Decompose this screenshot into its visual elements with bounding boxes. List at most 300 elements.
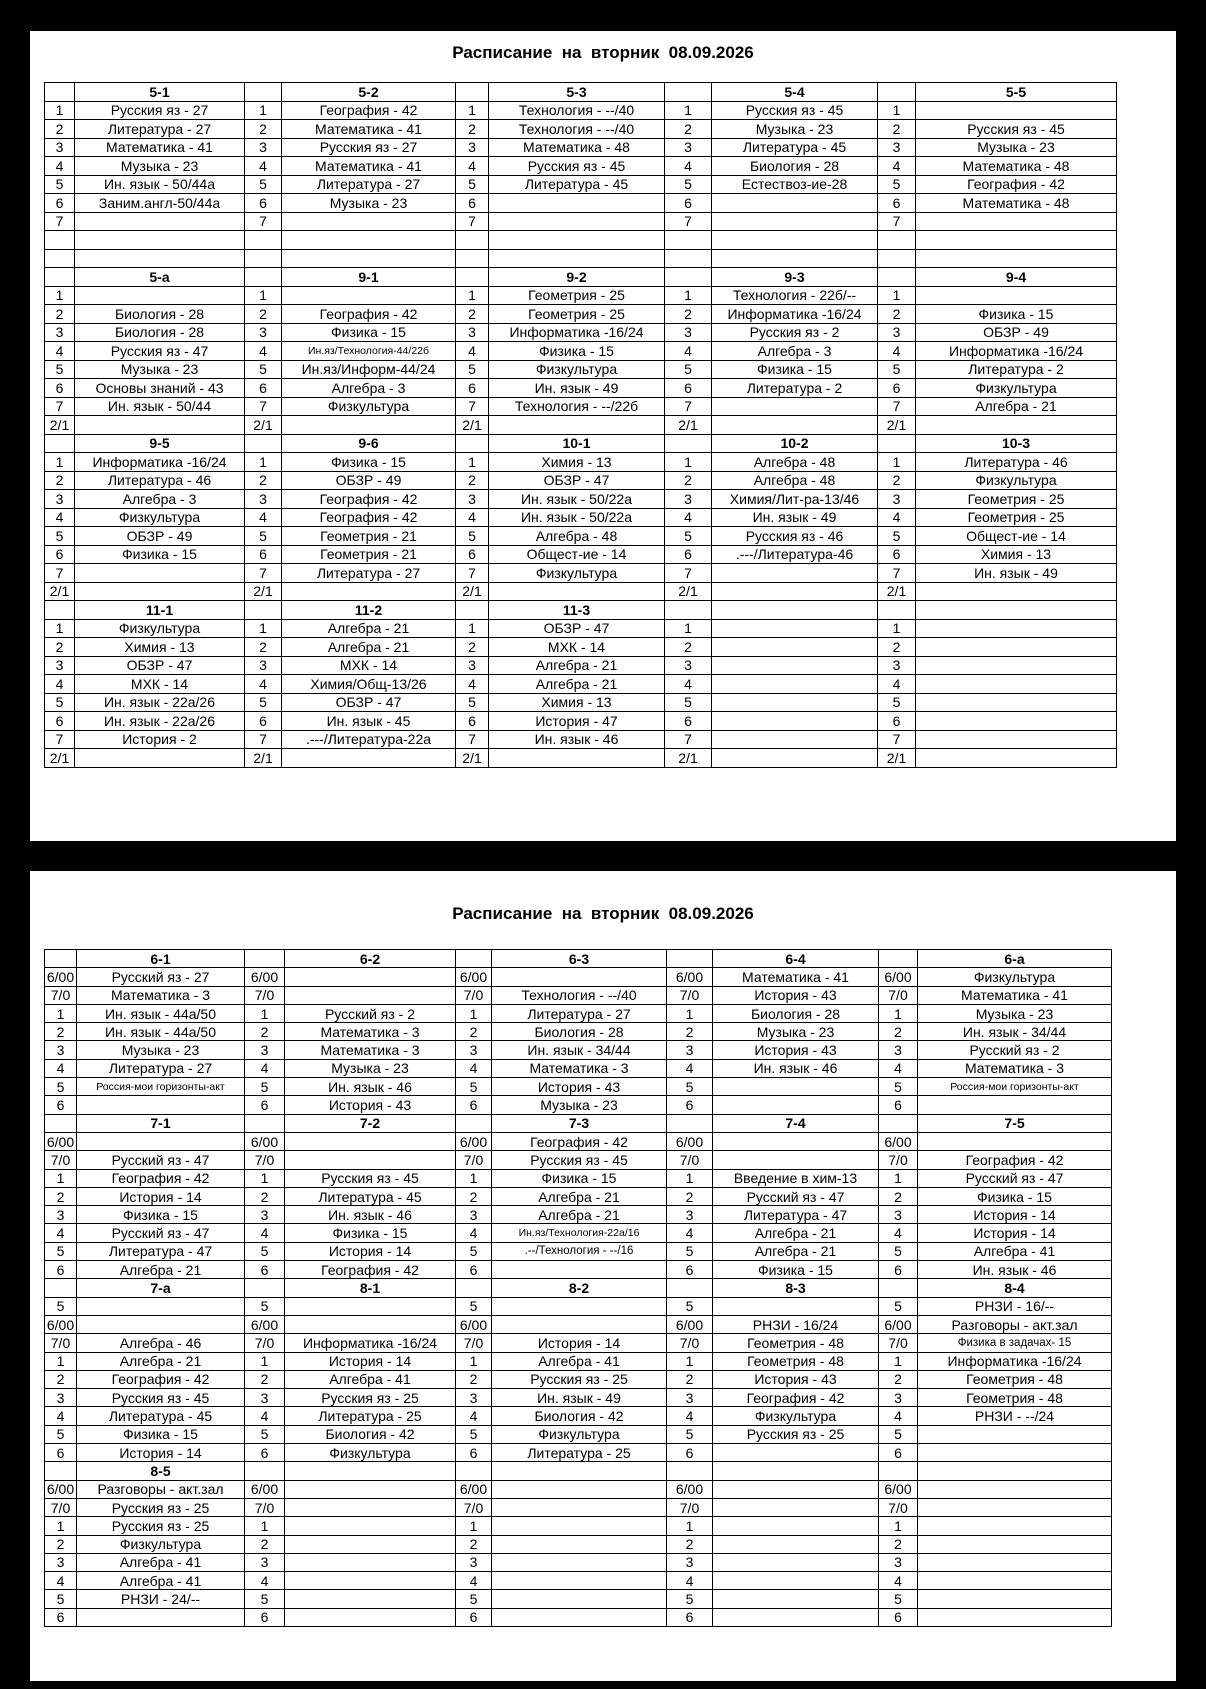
lesson-row [45, 1059, 1112, 1077]
lesson-number-cell: 4 [245, 675, 282, 694]
lesson-row [45, 323, 1117, 342]
lesson-row [45, 1480, 1112, 1498]
lesson-subject-cell [712, 638, 878, 657]
lesson-number-cell: 4 [667, 1572, 713, 1590]
lesson-number-cell: 2/1 [878, 416, 916, 435]
lesson-number-cell: 5 [667, 1078, 713, 1096]
lesson-number-cell: 6 [245, 379, 282, 398]
lesson-subject-cell: Геометрия - 48 [713, 1334, 879, 1352]
lesson-number-cell: 6 [879, 1608, 918, 1626]
lesson-subject-cell [75, 231, 245, 250]
lesson-number-cell: 6/00 [245, 1132, 285, 1150]
lesson-subject-cell: Алгебра - 46 [77, 1334, 245, 1352]
lesson-subject-cell: Химия - 13 [916, 545, 1117, 564]
lesson-subject-cell: География - 42 [713, 1389, 879, 1407]
lesson-number-cell: 5 [879, 1590, 918, 1608]
lesson-subject-cell: Биология - 28 [75, 305, 245, 324]
lesson-number-cell: 3 [456, 1206, 492, 1224]
lesson-number-cell: 2 [456, 1187, 492, 1205]
lesson-number-cell: 5 [456, 527, 489, 546]
lesson-number-cell: 5 [667, 1297, 713, 1315]
header-spacer-cell [45, 83, 75, 102]
lesson-subject-cell [916, 249, 1117, 268]
lesson-subject-cell: География - 42 [492, 1132, 667, 1150]
lesson-number-cell: 5 [878, 527, 916, 546]
lesson-number-cell: 6 [878, 712, 916, 731]
lesson-row [45, 582, 1117, 601]
lesson-subject-cell: Физика - 15 [77, 1206, 245, 1224]
header-spacer-cell [878, 434, 916, 453]
lesson-subject-cell: Геометрия - 25 [489, 305, 665, 324]
lesson-row [45, 1169, 1112, 1187]
header-spacer-cell [665, 601, 712, 620]
lesson-number-cell: 3 [665, 656, 712, 675]
lesson-subject-cell: Литература - 25 [492, 1444, 667, 1462]
lesson-number-cell: 3 [667, 1206, 713, 1224]
lesson-subject-cell: История - 43 [713, 1370, 879, 1388]
lesson-subject-cell: География - 42 [282, 101, 456, 120]
lesson-number-cell: 3 [456, 1553, 492, 1571]
lesson-row [45, 1407, 1112, 1425]
class-name-header: 8-4 [918, 1279, 1112, 1297]
lesson-subject-cell: Алгебра - 21 [492, 1206, 667, 1224]
lesson-subject-cell [918, 1590, 1112, 1608]
lesson-subject-cell: Математика - 41 [713, 968, 879, 986]
lesson-number-cell: 2/1 [45, 416, 75, 435]
lesson-subject-cell [75, 749, 245, 768]
lesson-subject-cell: Основы знаний - 43 [75, 379, 245, 398]
lesson-subject-cell [75, 416, 245, 435]
class-header-row [45, 601, 1117, 620]
lesson-number-cell: 2 [456, 638, 489, 657]
lesson-number-cell: 6/00 [45, 1480, 77, 1498]
lesson-number-cell: 1 [878, 101, 916, 120]
lesson-number-cell: 3 [456, 490, 489, 509]
lesson-number-cell: 6 [665, 379, 712, 398]
lesson-row [45, 490, 1117, 509]
schedule-table [44, 949, 1112, 1627]
header-spacer-cell [456, 1462, 492, 1480]
lesson-subject-cell [282, 582, 456, 601]
lesson-subject-cell: Литература - 27 [282, 175, 456, 194]
lesson-number-cell: 6 [245, 1608, 285, 1626]
lesson-subject-cell: РНЗИ - 24/-- [77, 1590, 245, 1608]
lesson-number-cell: 1 [45, 1004, 77, 1022]
lesson-subject-cell [75, 564, 245, 583]
lesson-number-cell: 5 [456, 1078, 492, 1096]
lesson-number-cell: 5 [45, 175, 75, 194]
lesson-subject-cell [285, 1315, 456, 1333]
lesson-subject-cell: Биология - 42 [285, 1425, 456, 1443]
lesson-subject-cell: Алгебра - 3 [282, 379, 456, 398]
lesson-number-cell [456, 231, 489, 250]
lesson-row [45, 1553, 1112, 1571]
header-spacer-cell [456, 268, 489, 287]
lesson-subject-cell: Биология - 28 [75, 323, 245, 342]
lesson-subject-cell: Математика - 41 [282, 157, 456, 176]
lesson-number-cell: 4 [456, 508, 489, 527]
lesson-number-cell: 5 [665, 693, 712, 712]
lesson-subject-cell: Геометрия - 48 [713, 1352, 879, 1370]
lesson-number-cell: 5 [456, 175, 489, 194]
lesson-subject-cell: Технология - --/40 [492, 986, 667, 1004]
lesson-subject-cell: География - 42 [282, 508, 456, 527]
lesson-subject-cell [713, 1608, 879, 1626]
lesson-number-cell [665, 231, 712, 250]
lesson-subject-cell: Русский яз - 47 [77, 1151, 245, 1169]
class-header-row [45, 1462, 1112, 1480]
lesson-subject-cell: Информатика -16/24 [285, 1334, 456, 1352]
lesson-subject-cell: Химия - 13 [489, 693, 665, 712]
class-name-header: 6-а [918, 950, 1112, 968]
lesson-subject-cell [918, 1608, 1112, 1626]
lesson-subject-cell [285, 1535, 456, 1553]
lesson-subject-cell: Ин. язык - 49 [489, 379, 665, 398]
lesson-number-cell: 6 [665, 194, 712, 213]
lesson-subject-cell: МХК - 14 [282, 656, 456, 675]
lesson-row [45, 730, 1117, 749]
lesson-number-cell: 5 [245, 360, 282, 379]
lesson-number-cell: 3 [667, 1041, 713, 1059]
lesson-subject-cell [489, 249, 665, 268]
lesson-number-cell: 1 [245, 1352, 285, 1370]
lesson-number-cell: 5 [456, 1242, 492, 1260]
lesson-number-cell: 7/0 [879, 1498, 918, 1516]
lesson-subject-cell: Ин.яз/Технология-22а/16 [492, 1224, 667, 1242]
lesson-subject-cell: .--/Технология - --/16 [492, 1242, 667, 1260]
lesson-subject-cell: Ин. язык - 49 [492, 1389, 667, 1407]
lesson-row [45, 1315, 1112, 1333]
lesson-number-cell: 1 [456, 1004, 492, 1022]
lesson-number-cell: 7/0 [456, 1498, 492, 1516]
header-spacer-cell [245, 601, 282, 620]
lesson-number-cell: 5 [245, 175, 282, 194]
lesson-number-cell: 6 [456, 194, 489, 213]
lesson-subject-cell: Математика - 48 [916, 157, 1117, 176]
lesson-subject-cell: Естествоз-ие-28 [712, 175, 878, 194]
lesson-number-cell: 4 [456, 1224, 492, 1242]
lesson-number-cell: 5 [245, 1297, 285, 1315]
lesson-number-cell: 6 [245, 712, 282, 731]
schedule-title: Расписание на вторник 08.09.2026 [452, 904, 754, 923]
lesson-row [45, 1224, 1112, 1242]
lesson-subject-cell: История - 14 [492, 1334, 667, 1352]
lesson-subject-cell [75, 286, 245, 305]
lesson-subject-cell [712, 397, 878, 416]
lesson-subject-cell [492, 1553, 667, 1571]
class-name-header: 6-1 [77, 950, 245, 968]
lesson-number-cell: 7/0 [245, 1151, 285, 1169]
lesson-subject-cell: Русский яз - 47 [713, 1187, 879, 1205]
lesson-number-cell: 2 [245, 638, 282, 657]
lesson-subject-cell: История - 14 [77, 1187, 245, 1205]
lesson-number-cell: 4 [245, 1224, 285, 1242]
lesson-number-cell: 3 [45, 1041, 77, 1059]
class-name-header: 11-1 [75, 601, 245, 620]
lesson-number-cell: 6/00 [879, 1315, 918, 1333]
lesson-subject-cell: Литература - 27 [75, 120, 245, 139]
lesson-subject-cell: Математика - 41 [75, 138, 245, 157]
lesson-number-cell: 5 [879, 1297, 918, 1315]
lesson-number-cell: 2 [245, 1535, 285, 1553]
class-header-row [45, 83, 1117, 102]
lesson-subject-cell: Математика - 48 [916, 194, 1117, 213]
lesson-subject-cell: Алгебра - 21 [282, 619, 456, 638]
lesson-number-cell: 3 [456, 1041, 492, 1059]
lesson-subject-cell: ОБЗР - 47 [282, 693, 456, 712]
lesson-number-cell: 6/00 [879, 968, 918, 986]
lesson-subject-cell [712, 656, 878, 675]
lesson-subject-cell: Химия - 13 [75, 638, 245, 657]
lesson-number-cell: 3 [245, 1553, 285, 1571]
lesson-number-cell: 4 [665, 157, 712, 176]
lesson-number-cell: 4 [879, 1407, 918, 1425]
lesson-number-cell: 5 [45, 1297, 77, 1315]
lesson-number-cell: 7/0 [45, 1334, 77, 1352]
lesson-subject-cell: Геометрия - 48 [918, 1370, 1112, 1388]
lesson-number-cell: 6 [665, 545, 712, 564]
lesson-number-cell: 4 [45, 1407, 77, 1425]
lesson-number-cell [878, 249, 916, 268]
lesson-subject-cell: Музыка - 23 [918, 1004, 1112, 1022]
class-name-header: 11-3 [489, 601, 665, 620]
lesson-subject-cell: Алгебра - 3 [712, 342, 878, 361]
lesson-number-cell: 1 [45, 1352, 77, 1370]
lesson-number-cell: 7/0 [667, 1151, 713, 1169]
lesson-number-cell: 3 [665, 323, 712, 342]
lesson-number-cell: 2 [665, 471, 712, 490]
lesson-number-cell: 1 [456, 619, 489, 638]
lesson-number-cell: 6/00 [667, 1315, 713, 1333]
lesson-subject-cell [916, 286, 1117, 305]
lesson-number-cell: 6/00 [879, 1480, 918, 1498]
header-spacer-cell [667, 950, 713, 968]
lesson-row [45, 305, 1117, 324]
lesson-number-cell: 7/0 [879, 1151, 918, 1169]
lesson-subject-cell: Русския яз - 25 [713, 1425, 879, 1443]
lesson-number-cell: 5 [667, 1590, 713, 1608]
lesson-number-cell: 2 [245, 120, 282, 139]
lesson-row [45, 527, 1117, 546]
lesson-row [45, 508, 1117, 527]
header-spacer-cell [456, 1114, 492, 1132]
lesson-number-cell: 3 [45, 1206, 77, 1224]
lesson-number-cell: 1 [667, 1169, 713, 1187]
lesson-row [45, 1389, 1112, 1407]
lesson-number-cell: 5 [245, 1078, 285, 1096]
header-spacer-cell [45, 1462, 77, 1480]
lesson-number-cell: 4 [456, 675, 489, 694]
lesson-subject-cell: Технология - 22б/-- [712, 286, 878, 305]
class-name-header: 6-3 [492, 950, 667, 968]
lesson-subject-cell: История - 43 [492, 1078, 667, 1096]
lesson-subject-cell [916, 675, 1117, 694]
lesson-number-cell: 7 [878, 730, 916, 749]
lesson-number-cell [878, 231, 916, 250]
lesson-subject-cell: Ин. язык - 34/44 [918, 1023, 1112, 1041]
lesson-row [45, 986, 1112, 1004]
class-name-header [918, 1462, 1112, 1480]
lesson-subject-cell [285, 1590, 456, 1608]
lesson-subject-cell: Алгебра - 48 [712, 471, 878, 490]
lesson-number-cell: 6 [245, 545, 282, 564]
lesson-number-cell: 4 [456, 1059, 492, 1077]
schedule-sheet-2 [30, 871, 1176, 1681]
lesson-subject-cell: Алгебра - 21 [916, 397, 1117, 416]
lesson-subject-cell: РНЗИ - --/24 [918, 1407, 1112, 1425]
lesson-number-cell: 5 [45, 527, 75, 546]
lesson-subject-cell: Физика в задачах- 15 [918, 1334, 1112, 1352]
lesson-number-cell: 2/1 [456, 416, 489, 435]
lesson-number-cell: 4 [878, 508, 916, 527]
lesson-subject-cell [282, 416, 456, 435]
lesson-number-cell: 2 [667, 1370, 713, 1388]
lesson-number-cell: 3 [456, 138, 489, 157]
class-name-header: 9-2 [489, 268, 665, 287]
lesson-number-cell: 3 [456, 1389, 492, 1407]
lesson-number-cell: 5 [879, 1078, 918, 1096]
lesson-subject-cell [918, 1444, 1112, 1462]
lesson-subject-cell: Математика - 3 [492, 1059, 667, 1077]
header-spacer-cell [456, 950, 492, 968]
lesson-row [45, 1041, 1112, 1059]
lesson-number-cell: 7/0 [456, 986, 492, 1004]
lesson-number-cell: 5 [456, 693, 489, 712]
lesson-subject-cell [282, 286, 456, 305]
class-name-header [492, 1462, 667, 1480]
lesson-subject-cell [712, 194, 878, 213]
lesson-subject-cell [285, 1151, 456, 1169]
lesson-subject-cell: Физкультура [75, 508, 245, 527]
class-name-header: 11-2 [282, 601, 456, 620]
lesson-subject-cell: Ин. язык - 22а/26 [75, 693, 245, 712]
lesson-subject-cell: Физкультура [282, 397, 456, 416]
lesson-subject-cell: Разговоры - акт.зал [918, 1315, 1112, 1333]
class-name-header: 9-3 [712, 268, 878, 287]
lesson-subject-cell: География - 42 [918, 1151, 1112, 1169]
class-name-header: 8-2 [492, 1279, 667, 1297]
lesson-number-cell: 4 [879, 1224, 918, 1242]
lesson-subject-cell: Музыка - 23 [916, 138, 1117, 157]
lesson-number-cell: 6 [45, 1261, 77, 1279]
lesson-row [45, 1151, 1112, 1169]
lesson-number-cell: 1 [879, 1517, 918, 1535]
lesson-number-cell: 2 [667, 1023, 713, 1041]
lesson-row [45, 1023, 1112, 1041]
lesson-number-cell: 2 [878, 638, 916, 657]
lesson-number-cell: 6 [456, 1444, 492, 1462]
lesson-subject-cell: Информатика -16/24 [712, 305, 878, 324]
lesson-number-cell: 7 [878, 564, 916, 583]
lesson-row [45, 1242, 1112, 1260]
lesson-number-cell: 7 [665, 564, 712, 583]
lesson-number-cell: 3 [245, 1389, 285, 1407]
lesson-subject-cell [282, 231, 456, 250]
class-name-header: 8-3 [713, 1279, 879, 1297]
lesson-number-cell: 4 [665, 342, 712, 361]
lesson-subject-cell [285, 1572, 456, 1590]
lesson-subject-cell: Литература - 27 [282, 564, 456, 583]
lesson-number-cell: 7 [245, 397, 282, 416]
lesson-subject-cell: Литература - 45 [77, 1407, 245, 1425]
lesson-number-cell: 7 [45, 212, 75, 231]
lesson-subject-cell [489, 212, 665, 231]
lesson-subject-cell: Физкультура [285, 1444, 456, 1462]
header-spacer-cell [667, 1114, 713, 1132]
lesson-subject-cell [713, 1078, 879, 1096]
lesson-subject-cell: История - 14 [285, 1242, 456, 1260]
lesson-number-cell: 6 [879, 1096, 918, 1114]
class-name-header: 5-2 [282, 83, 456, 102]
lesson-subject-cell: Музыка - 23 [712, 120, 878, 139]
lesson-number-cell: 1 [45, 619, 75, 638]
lesson-subject-cell: Алгебра - 21 [282, 638, 456, 657]
lesson-number-cell: 5 [878, 175, 916, 194]
lesson-row [45, 1517, 1112, 1535]
lesson-number-cell: 4 [878, 157, 916, 176]
lesson-subject-cell [712, 231, 878, 250]
lesson-number-cell: 2/1 [245, 582, 282, 601]
lesson-subject-cell: Русский яз - 47 [918, 1169, 1112, 1187]
lesson-subject-cell: Литература - 45 [712, 138, 878, 157]
lesson-number-cell: 6/00 [456, 1132, 492, 1150]
lesson-number-cell: 7 [878, 212, 916, 231]
lesson-subject-cell: Информатика -16/24 [918, 1352, 1112, 1370]
lesson-number-cell: 4 [665, 675, 712, 694]
class-name-header: 6-2 [285, 950, 456, 968]
lesson-subject-cell: Ин. язык - 46 [489, 730, 665, 749]
lesson-subject-cell [712, 730, 878, 749]
lesson-number-cell: 2 [879, 1535, 918, 1553]
lesson-subject-cell: Физкультура [75, 619, 245, 638]
lesson-row [45, 968, 1112, 986]
lesson-number-cell: 2 [879, 1023, 918, 1041]
lesson-number-cell: 2 [45, 638, 75, 657]
lesson-subject-cell: Математика - 48 [489, 138, 665, 157]
lesson-number-cell: 6/00 [45, 1132, 77, 1150]
lesson-subject-cell: Ин. язык - 44а/50 [77, 1004, 245, 1022]
lesson-number-cell: 7/0 [245, 1498, 285, 1516]
class-name-header: 5-3 [489, 83, 665, 102]
lesson-number-cell: 6 [667, 1096, 713, 1114]
class-name-header: 8-1 [285, 1279, 456, 1297]
lesson-number-cell: 6 [245, 1261, 285, 1279]
lesson-number-cell: 1 [456, 101, 489, 120]
lesson-subject-cell [712, 693, 878, 712]
lesson-subject-cell: Русския яз - 46 [712, 527, 878, 546]
lesson-subject-cell: Литература - 2 [712, 379, 878, 398]
lesson-subject-cell: Алгебра - 41 [77, 1572, 245, 1590]
lesson-number-cell: 6 [245, 1444, 285, 1462]
lesson-number-cell: 2/1 [245, 749, 282, 768]
class-name-header [285, 1462, 456, 1480]
lesson-number-cell: 1 [45, 453, 75, 472]
lesson-subject-cell: Алгебра - 41 [492, 1352, 667, 1370]
lesson-number-cell: 1 [45, 1517, 77, 1535]
lesson-subject-cell: География - 42 [77, 1370, 245, 1388]
lesson-row [45, 101, 1117, 120]
lesson-number-cell: 4 [245, 1059, 285, 1077]
lesson-number-cell: 3 [245, 1206, 285, 1224]
lesson-subject-cell [712, 675, 878, 694]
lesson-subject-cell [918, 1498, 1112, 1516]
lesson-number-cell: 7/0 [245, 1334, 285, 1352]
class-name-header: 10-3 [916, 434, 1117, 453]
lesson-subject-cell: Ин. язык - 50/22а [489, 490, 665, 509]
lesson-subject-cell: Общест-ие - 14 [489, 545, 665, 564]
class-name-header: 7-4 [713, 1114, 879, 1132]
lesson-subject-cell [77, 1297, 245, 1315]
